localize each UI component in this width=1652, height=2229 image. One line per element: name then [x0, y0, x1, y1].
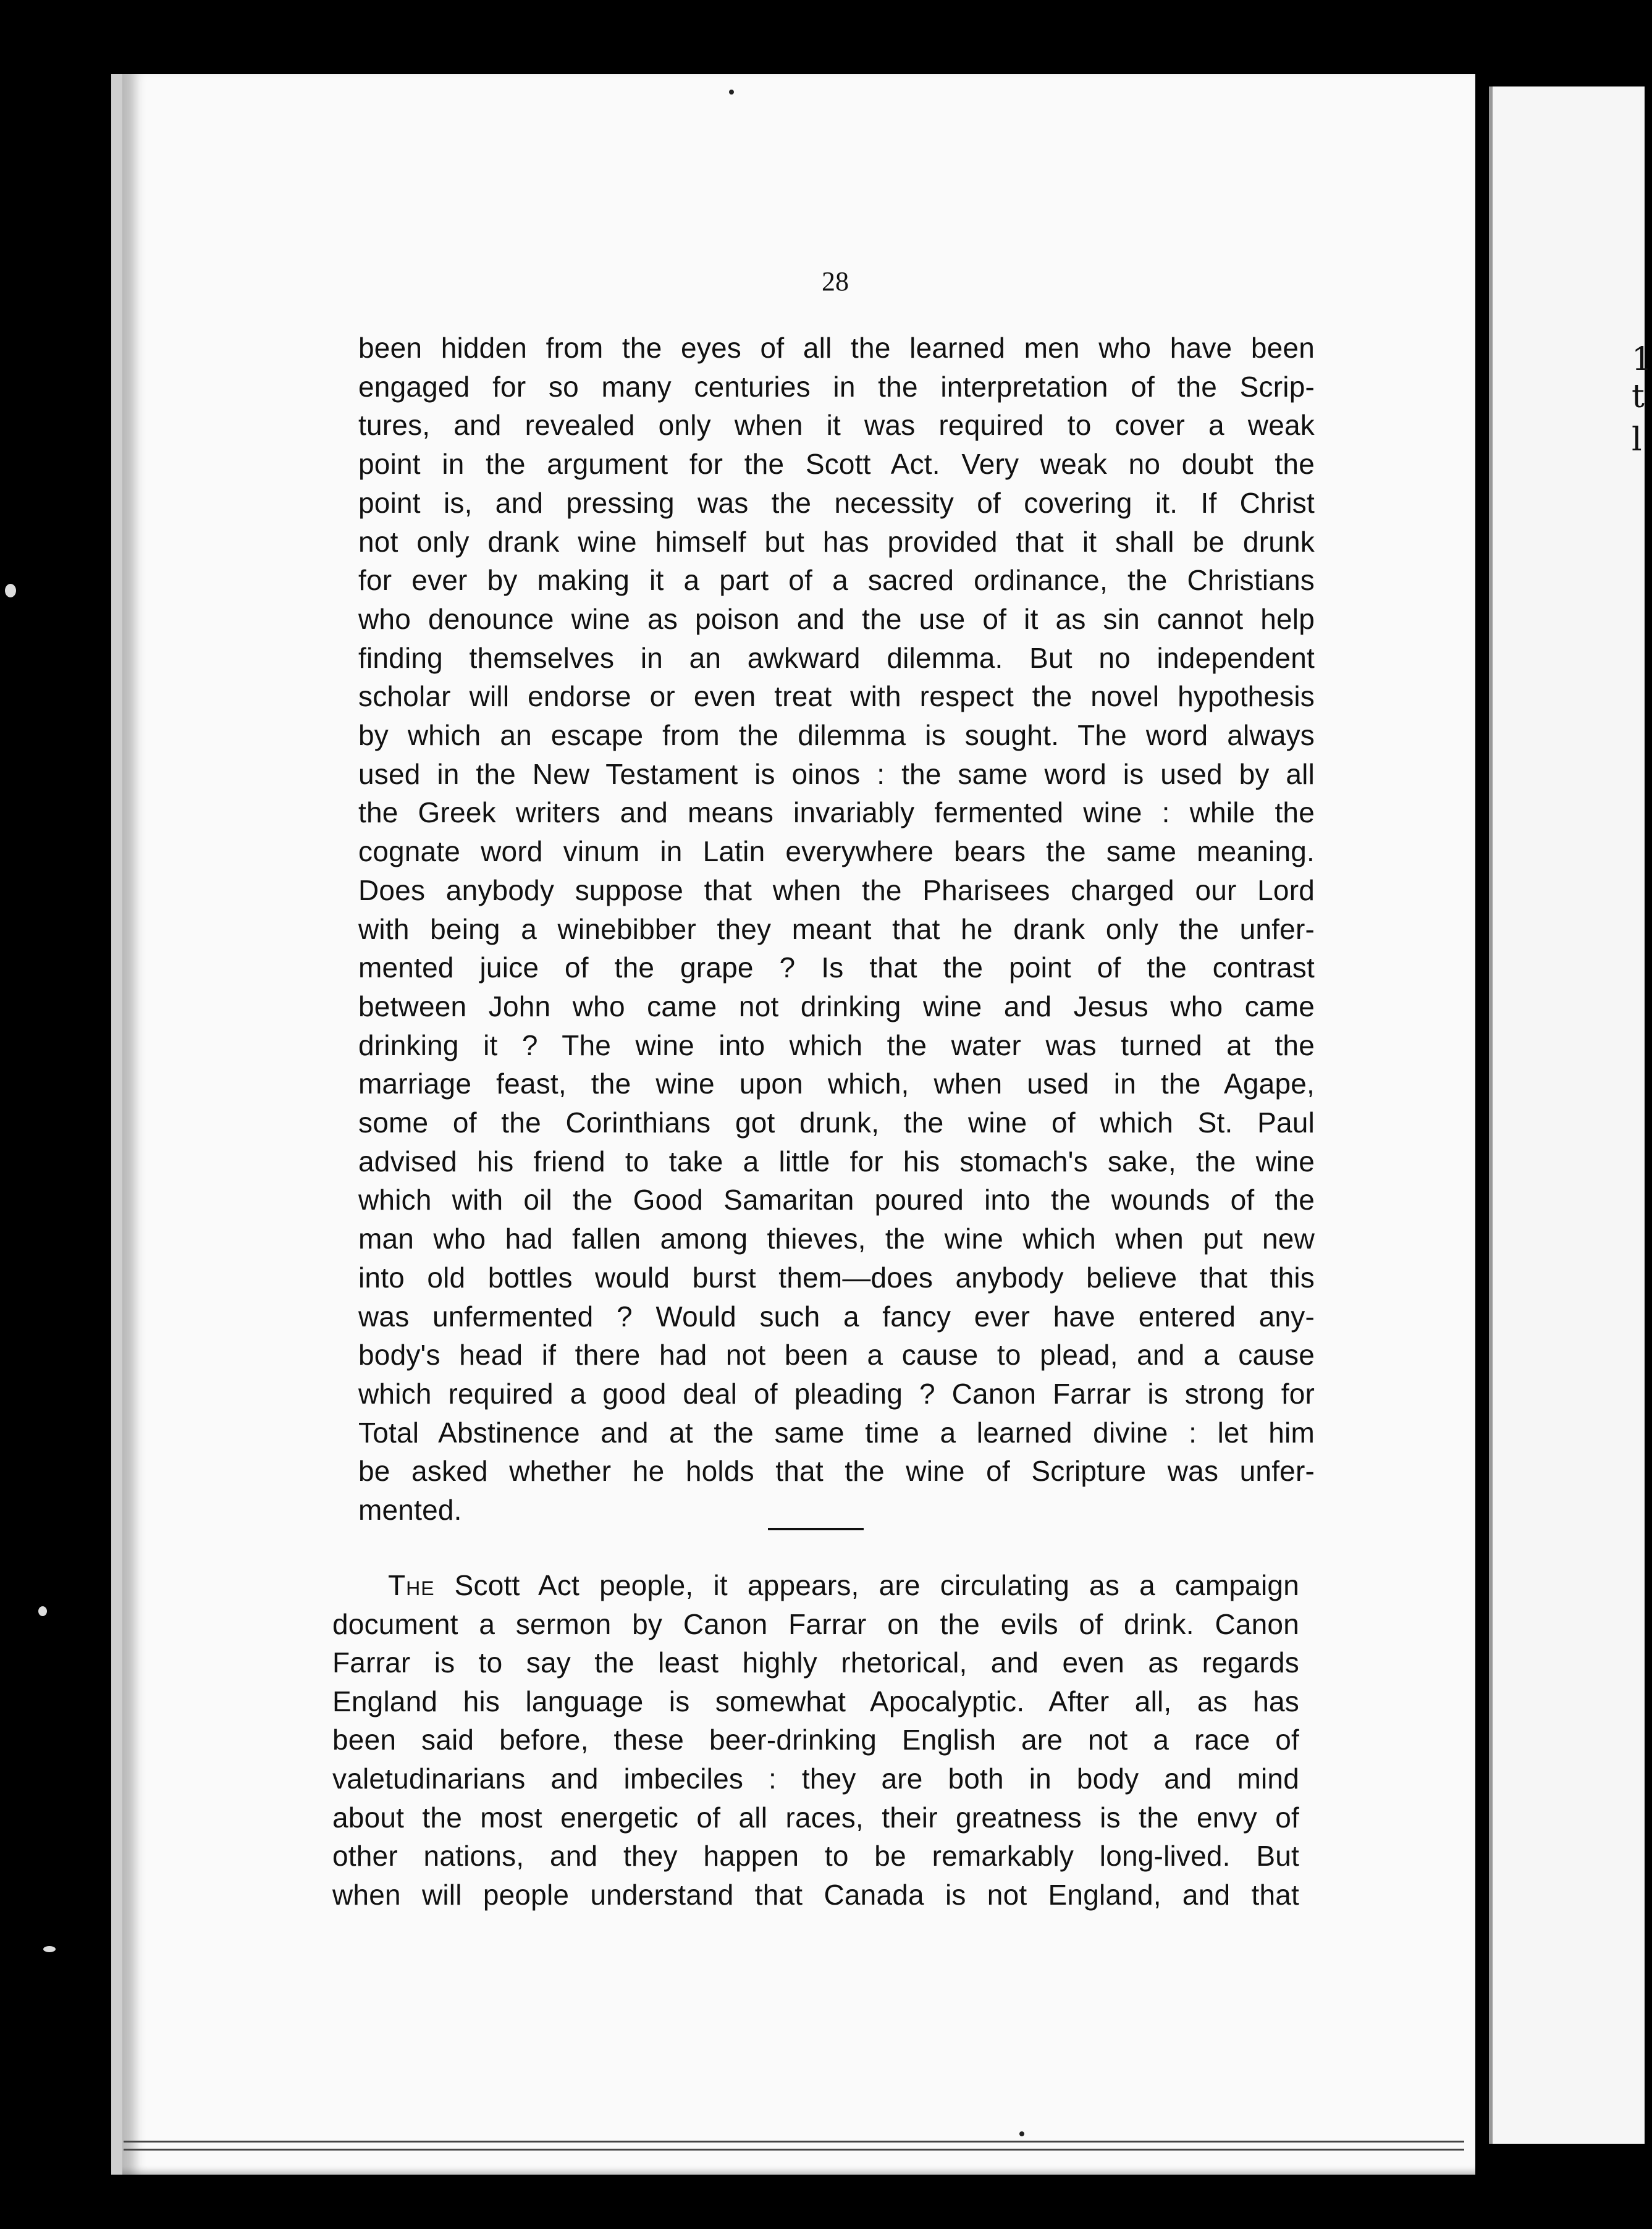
text-line: when will people understand that Canada is not England, and that	[332, 1878, 1299, 1911]
scan-speck	[5, 584, 16, 597]
paragraph-1	[358, 329, 1315, 1530]
text-line: be asked whether he holds that the wine of Scripture was unfer-	[358, 1455, 1315, 1488]
text-line: marriage feast, the wine upon which, when used in the Agape,	[358, 1068, 1315, 1100]
text-line: tures, and revealed only when it was required to cover a weak	[358, 409, 1315, 442]
text-line: engaged for so many centuries in the interpretation of the Scrip-	[358, 370, 1315, 403]
text-line: Farrar is to say the least highly rhetorical, and even as regards	[332, 1646, 1299, 1679]
text-line: mented.	[358, 1494, 462, 1527]
paragraph-2	[332, 1566, 1299, 1914]
section-separator-rule	[768, 1528, 864, 1530]
text-line: valetudinarians and imbeciles : they are both in body and mind	[332, 1762, 1299, 1795]
text-line: some of the Corinthians got drunk, the wine of which St. Paul	[358, 1106, 1315, 1139]
text-line: used in the New Testament is oinos : the same word is used by all	[358, 757, 1315, 790]
text-line: which required a good deal of pleading ? Canon Farrar is strong for	[358, 1377, 1315, 1410]
text-line: with being a winebibber they meant that he drank only the unfer-	[358, 912, 1315, 945]
text-line: man who had fallen among thieves, the wine which when put new	[358, 1223, 1315, 1255]
text-line: about the most energetic of all races, their greatness is the envy of	[332, 1801, 1299, 1834]
text-line: was unfermented ? Would such a fancy ever have entered any-	[358, 1300, 1315, 1333]
text-line: drinking it ? The wine into which the water was turned at the	[358, 1029, 1315, 1061]
text-line: which with oil the Good Samaritan poured into the wounds of the	[358, 1184, 1315, 1216]
facing-page-fragment: l	[1632, 421, 1642, 458]
page-edge	[124, 2141, 1464, 2151]
text-line: mented juice of the grape ? Is that the point of the contrast	[358, 951, 1315, 984]
text-line: been hidden from the eyes of all the learned men who have been	[358, 332, 1315, 364]
text-line: scholar will endorse or even treat with respect the novel hypothesis	[358, 680, 1315, 713]
text-line: England his language is somewhat Apocalyptic. After all, as has	[332, 1685, 1299, 1717]
text-line: Total Abstinence and at the same time a learned divine : let him	[358, 1416, 1315, 1449]
text-line: been said before, these beer-drinking English are not a race of	[332, 1724, 1299, 1756]
text-line: other nations, and they happen to be remarkably long-lived. But	[332, 1840, 1299, 1873]
text-line: by which an escape from the dilemma is sought. The word always	[358, 719, 1315, 752]
text-line: who denounce wine as poison and the use of it as sin cannot help	[358, 602, 1315, 635]
scan-speck	[729, 90, 734, 95]
facing-page-fragment: 1	[1632, 341, 1652, 378]
text-line: into old bottles would burst them—does anybody believe that this	[358, 1261, 1315, 1294]
facing-page	[1489, 86, 1652, 2144]
text-line: body's head if there had not been a cause to plead, and a cause	[358, 1339, 1315, 1372]
scan-speck	[43, 1946, 56, 1952]
text-line: the Greek writers and means invariably fermented wine : while the	[358, 796, 1315, 829]
scan-speck	[38, 1606, 47, 1616]
text-line: document a sermon by Canon Farrar on the evils of drink. Canon	[332, 1607, 1299, 1640]
scan-speck	[1019, 2131, 1024, 2136]
text-line: point is, and pressing was the necessity of covering it. If Christ	[358, 486, 1315, 519]
text-line: Does anybody suppose that when the Pharisees charged our Lord	[358, 874, 1315, 906]
text-line: for ever by making it a part of a sacred ordinance, the Christians	[358, 564, 1315, 597]
text-line: point in the argument for the Scott Act. Very weak no doubt the	[358, 448, 1315, 481]
page-number: 28	[822, 266, 849, 297]
facing-page-fragment: t	[1632, 378, 1645, 415]
paragraph-lead-word: The	[388, 1569, 435, 1601]
text-line: cognate word vinum in Latin everywhere bears the same meaning.	[358, 835, 1315, 868]
text-line: advised his friend to take a little for his stomach's sake, the wine	[358, 1145, 1315, 1178]
text-line-rest: Scott Act people, it appears, are circulating as a campaign	[434, 1569, 1299, 1601]
text-line: between John who came not drinking wine and Jesus who came	[358, 990, 1315, 1022]
text-line: finding themselves in an awkward dilemma. But no independent	[358, 641, 1315, 674]
text-line: not only drank wine himself but has provided that it shall be drunk	[358, 525, 1315, 558]
text-line-first	[332, 1566, 1299, 1605]
